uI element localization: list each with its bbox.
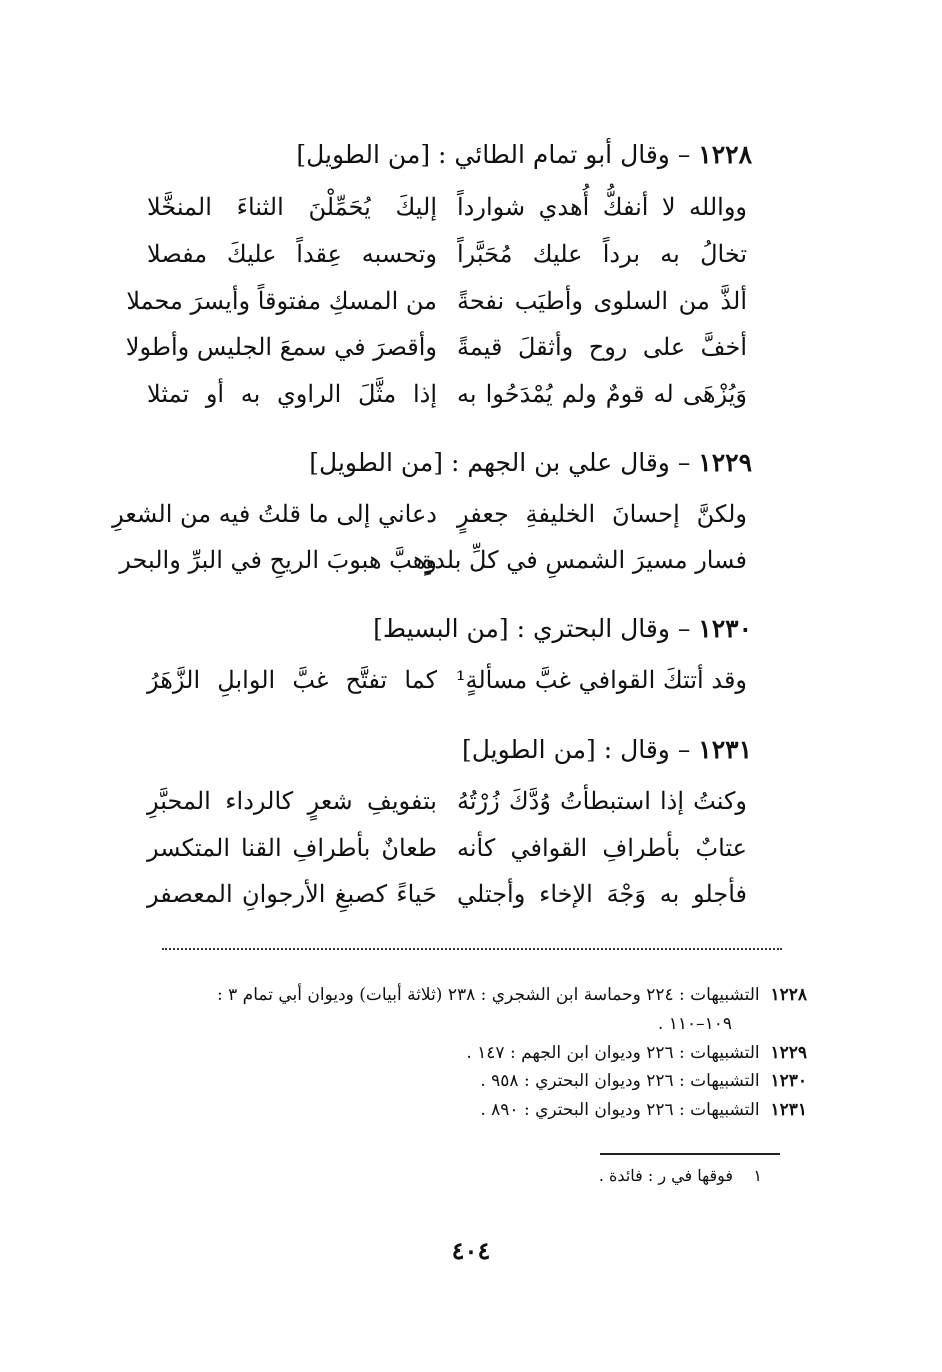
verse-line bbox=[119, 546, 747, 586]
verse-second-hemistich: من المسكِ مفتوقاً وأيسرَ محملا bbox=[126, 287, 437, 315]
verse-first-hemistich: ولكنَّ إحسانَ الخليفةِ جعفرٍ bbox=[457, 500, 747, 528]
verse-line bbox=[147, 240, 747, 280]
verse-line bbox=[125, 333, 747, 373]
verse-second-hemistich: كما تفتَّح غبَّ الوابلِ الزَّهَرُ bbox=[147, 666, 437, 694]
verse-first-hemistich: وَيُزْهَى له قومٌ ولم يُمْدَحُوا به bbox=[457, 380, 747, 408]
entry-number: ١٢٣١ bbox=[698, 735, 752, 764]
verse-line bbox=[147, 787, 747, 827]
verse-second-hemistich: حَياءً كصبغِ الأرجوانِ المعصفر bbox=[147, 880, 437, 908]
entry-title: – وقال البحتري : [من البسيط] bbox=[373, 614, 699, 643]
footnote-number: ١٢٣١ bbox=[770, 1100, 807, 1120]
footnote-number: ١٢٢٨ bbox=[770, 985, 807, 1005]
entry-title: – وقال أبو تمام الطائي : [من الطويل] bbox=[296, 140, 699, 169]
verse-second-hemistich: وهبَّ هبوبَ الريحِ في البرِّ والبحر bbox=[119, 546, 437, 574]
entry-number: ١٢٢٩ bbox=[698, 448, 752, 477]
verse-second-hemistich: طعانٌ بأطرافِ القنا المتكسر bbox=[147, 834, 437, 862]
footnote bbox=[217, 985, 807, 1005]
verse-second-hemistich: إذا مثَّلَ الراوي به أو تمثلا bbox=[147, 380, 437, 408]
footnote bbox=[466, 1043, 807, 1063]
footnote bbox=[480, 1100, 807, 1120]
verse-first-hemistich: وكنتُ إذا استبطأتُ وُدَّكَ زُرْتُهُ bbox=[457, 787, 747, 815]
verse-second-hemistich: بتفويفِ شعرٍ كالرداء المحبَّرِ bbox=[147, 787, 437, 815]
verse-second-hemistich: إليكَ يُحَمِّلْنَ الثناءَ المنخَّلا bbox=[147, 193, 437, 221]
verse-first-hemistich: فسار مسيرَ الشمسِ في كلِّ بلدةٍ bbox=[421, 546, 747, 574]
entry-number: ١٢٢٨ bbox=[698, 140, 752, 169]
verse-line bbox=[147, 380, 747, 420]
entry-heading bbox=[309, 448, 752, 477]
verse-first-hemistich: وقد أتتكَ القوافي غبَّ مسألةٍ¹ bbox=[455, 666, 747, 694]
verse-first-hemistich: ووالله لا أنفكُّ أُهدي شوارداً bbox=[457, 193, 747, 221]
entry-title: – وقال علي بن الجهم : [من الطويل] bbox=[309, 448, 699, 477]
footnote-text: التشبيهات : ٢٢٦ وديوان ابن الجهم : ١٤٧ . bbox=[466, 1043, 760, 1063]
entry-heading bbox=[296, 140, 752, 169]
verse-second-hemistich: وأقصرَ في سمعَ الجليس وأطولا bbox=[125, 333, 437, 361]
footnote bbox=[480, 1071, 807, 1091]
verse-first-hemistich: ألذَّ من السلوى وأطيَب نفحةً bbox=[457, 287, 747, 315]
verse-second-hemistich: وتحسبه عِقداً عليكَ مفصلا bbox=[147, 240, 437, 268]
entry-number: ١٢٣٠ bbox=[698, 614, 752, 643]
verse-second-hemistich: دعاني إلى ما قلتُ فيه من الشعرِ bbox=[112, 500, 437, 528]
footnote-continuation: ١٠٩–١١٠ . bbox=[657, 1014, 732, 1034]
entry-heading bbox=[373, 614, 752, 643]
verse-line bbox=[147, 834, 747, 874]
note-rule bbox=[600, 1153, 780, 1155]
verse-first-hemistich: عتابٌ بأطرافِ القوافي كأنه bbox=[457, 834, 747, 862]
verse-line bbox=[112, 500, 747, 540]
note-number: ١ bbox=[753, 1166, 762, 1185]
footnote-text: التشبيهات : ٢٢٦ وديوان البحتري : ٩٥٨ . bbox=[480, 1071, 760, 1091]
note-text: فوقها في ر : فائدة . bbox=[598, 1166, 734, 1185]
verse-first-hemistich: تخالُ به برداً عليك مُحَبَّراً bbox=[457, 240, 747, 268]
entry-heading bbox=[462, 735, 752, 764]
footnote-number: ١٢٢٩ bbox=[770, 1043, 807, 1063]
footnote-number: ١٢٣٠ bbox=[770, 1071, 807, 1091]
verse-line bbox=[147, 666, 747, 706]
verse-line bbox=[126, 287, 747, 327]
footnote-text: التشبيهات : ٢٢٤ وحماسة ابن الشجري : ٢٣٨ (ثلاثة أبيات) وديوان أبي تمام ٣ : bbox=[217, 985, 760, 1005]
verse-first-hemistich: أخفَّ على روح وأثقلَ قيمةً bbox=[457, 333, 747, 361]
verse-line bbox=[147, 880, 747, 920]
entry-title: – وقال : [من الطويل] bbox=[462, 735, 699, 764]
dotted-separator bbox=[162, 948, 782, 950]
verse-line bbox=[147, 193, 747, 233]
page-number: ٤٠٤ bbox=[451, 1236, 491, 1265]
footnote-text: التشبيهات : ٢٢٦ وديوان البحتري : ٨٩٠ . bbox=[480, 1100, 760, 1120]
apparatus-note bbox=[599, 1166, 762, 1185]
verse-first-hemistich: فأجلو به وَجْهَ الإخاء وأجتلي bbox=[457, 880, 747, 908]
